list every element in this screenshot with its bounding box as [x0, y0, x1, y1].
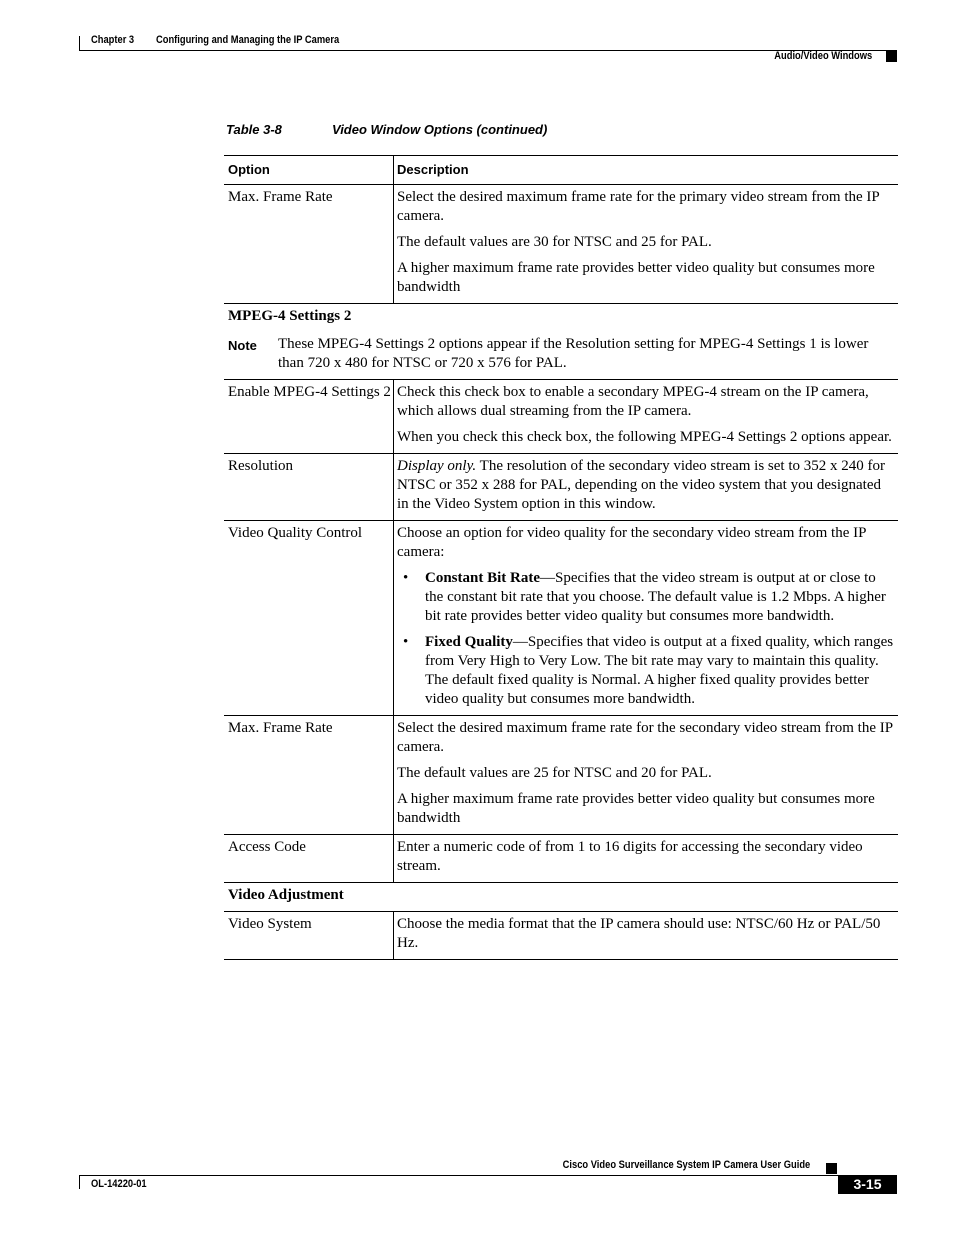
description-paragraph: The default values are 25 for NTSC and 20 for PAL. [397, 765, 712, 781]
header-section: Audio/Video Windows [774, 50, 872, 62]
option-cell: Resolution [228, 458, 294, 474]
table-row [224, 715, 898, 834]
display-only-emphasis: Display only. [397, 458, 477, 474]
description-paragraph: Choose the media format that the IP camera should use: NTSC/60 Hz or PAL/50 Hz. [397, 916, 881, 951]
section-heading-mpeg4: MPEG-4 Settings 2 [228, 308, 352, 324]
header-left-bar [79, 36, 80, 50]
description-paragraph [397, 457, 894, 514]
list-item [397, 569, 894, 626]
table-row [224, 834, 898, 882]
table-caption-label: Table 3-8 [226, 122, 282, 137]
description-paragraph: A higher maximum frame rate provides better video quality but consumes more bandwidth [397, 791, 875, 826]
column-header-description: Description [393, 156, 898, 184]
description-cell [393, 912, 898, 959]
description-paragraph: Select the desired maximum frame rate for the secondary video stream from the IP camera. [397, 720, 893, 755]
description-text: The resolution of the secondary video stream is set to 352 x 240 for NTSC or 352 x 288 for PAL, depending on the video system that you designated in the Video System option in this window. [397, 458, 885, 512]
description-paragraph: Select the desired maximum frame rate for the primary video stream from the IP camera. [397, 189, 880, 224]
options-table [224, 155, 898, 960]
bullet-icon: • [403, 634, 409, 650]
table-row [224, 184, 898, 303]
description-cell [393, 835, 898, 882]
bullet-list [397, 569, 894, 709]
footer-rule [79, 1175, 897, 1176]
list-item-term: Constant Bit Rate [425, 570, 540, 586]
table-row [224, 453, 898, 520]
list-item-term: Fixed Quality [425, 634, 513, 650]
header-block-marker [886, 51, 897, 62]
footer-doc-number: OL-14220-01 [91, 1178, 147, 1190]
description-paragraph: Check this check box to enable a secondary MPEG-4 stream on the IP camera, which allows dual streaming from the IP camera. [397, 384, 869, 419]
note-block [224, 332, 898, 379]
option-cell: Video System [228, 916, 312, 932]
table-row [224, 379, 898, 453]
footer-guide-title: Cisco Video Surveillance System IP Camera User Guide [562, 1159, 810, 1171]
description-cell [393, 454, 898, 520]
description-paragraph: Enter a numeric code of from 1 to 16 digits for accessing the secondary video stream. [397, 839, 863, 874]
description-cell [393, 716, 898, 834]
option-cell: Video Quality Control [228, 525, 363, 541]
section-heading-row [224, 303, 898, 332]
list-item [397, 633, 894, 709]
description-paragraph: A higher maximum frame rate provides better video quality but consumes more bandwidth [397, 260, 875, 295]
column-header-option: Option [228, 162, 270, 177]
list-item-text: —Specifies that the video stream is output at or close to the constant bit rate that you choose. The default value is 1.2 Mbps. A higher bit rate provides better video quality but consumes more bandwidth. [425, 570, 886, 624]
footer-page-number: 3-15 [838, 1175, 897, 1194]
list-item-text: —Specifies that video is output at a fixed quality, which ranges from Very High to Very Low. The bit rate may vary to maintain this quality. The default fixed quality is Normal. A higher fixed quality provides better video quality but consumes more bandwidth. [425, 634, 894, 707]
section-heading-row [224, 882, 898, 911]
description-paragraph: When you check this check box, the following MPEG-4 Settings 2 options appear. [397, 429, 892, 445]
option-cell: Access Code [228, 839, 306, 855]
footer-block-marker [826, 1163, 837, 1174]
description-cell [393, 521, 898, 715]
description-cell [393, 380, 898, 453]
description-cell [393, 185, 898, 303]
option-cell: Max. Frame Rate [228, 720, 333, 736]
note-text: These MPEG-4 Settings 2 options appear if the Resolution setting for MPEG-4 Settings 1 is lower than 720 x 480 for NTSC or 720 x 576 for PAL. [278, 336, 869, 371]
footer-left-bar [79, 1175, 80, 1189]
section-heading-video-adjustment: Video Adjustment [228, 887, 344, 903]
table-row [224, 520, 898, 715]
table-row [224, 911, 898, 960]
description-paragraph: Choose an option for video quality for the secondary video stream from the IP camera: [397, 525, 866, 560]
note-label: Note [228, 338, 257, 353]
header-chapter-title: Configuring and Managing the IP Camera [156, 34, 340, 46]
header-chapter: Chapter 3 [91, 34, 135, 46]
table-header-row [224, 155, 898, 184]
description-paragraph: The default values are 30 for NTSC and 25 for PAL. [397, 234, 712, 250]
option-cell: Max. Frame Rate [228, 189, 333, 205]
table-caption-title: Video Window Options (continued) [332, 122, 548, 137]
option-cell: Enable MPEG-4 Settings 2 [228, 384, 391, 400]
bullet-icon: • [403, 570, 409, 586]
